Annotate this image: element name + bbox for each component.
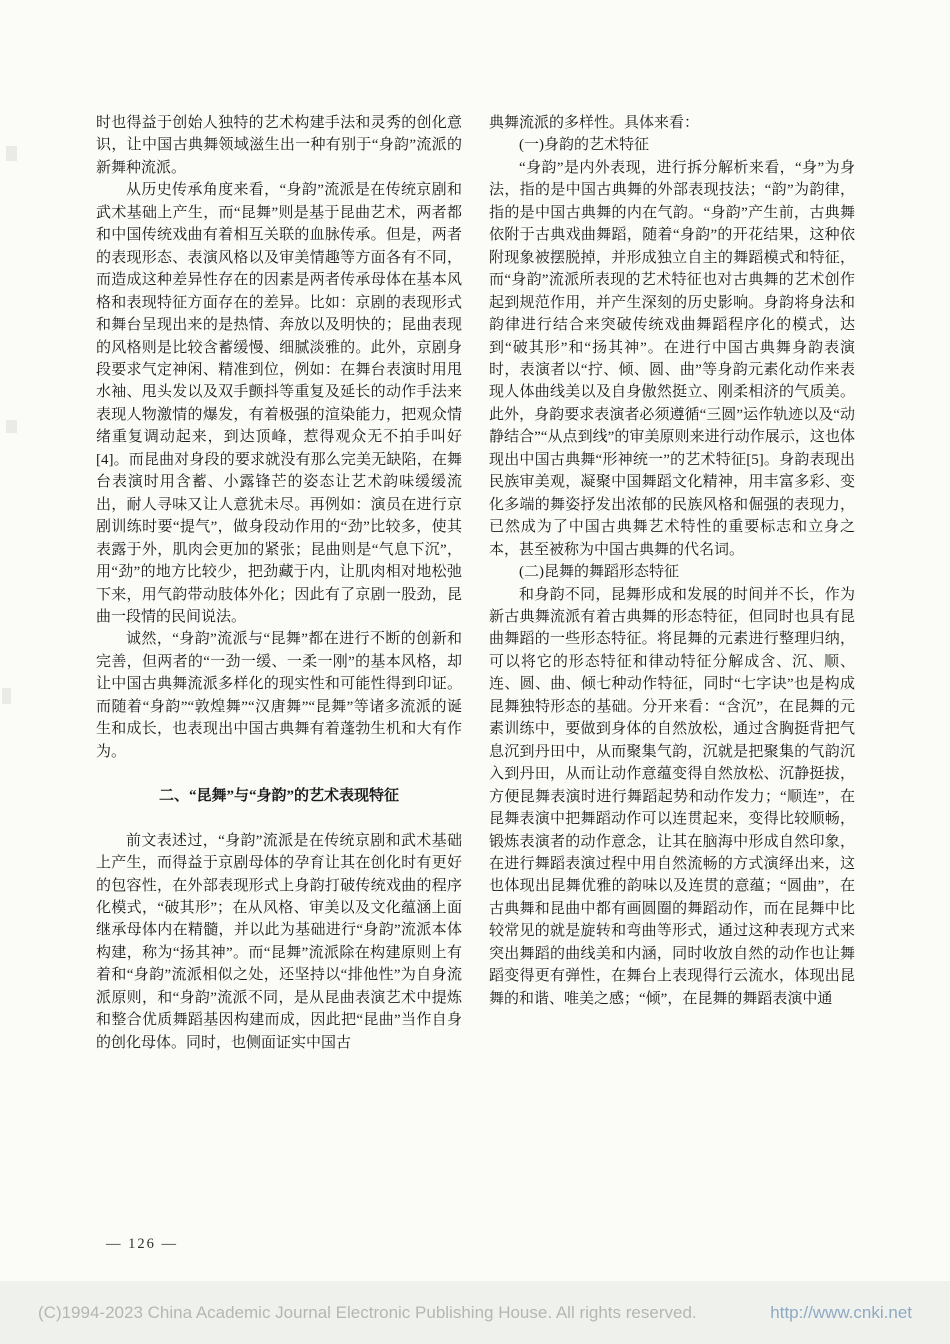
right-column (489, 112, 855, 1054)
paragraph: 前文表述过，“身韵”流派是在传统京剧和武术基础上产生，而得益于京剧母体的孕育让其在创化时有更好的包容性，在外部表现形式上身韵打破传统戏曲的程序化模式，“破其形”；在从风格、审美以及文化蕴涵上面继承母体内在精髓，并以此为基础进行“身韵”流派本体构建，称为“扬其神”。而“昆舞”流派除在构建原则上有着和“身韵”流派相似之处，还坚持以“排他性”为自身流派原则，和“身韵”流派不同，是从昆曲表演艺术中提炼和整合优质舞蹈基因构建而成，因此把“昆曲”当作自身的创化母体。同时，也侧面证实中国古 (96, 832, 462, 1051)
paragraph: 从历史传承角度来看，“身韵”流派是在传统京剧和武术基础上产生，而“昆舞”则是基于昆曲艺术，两者都和中国传统戏曲有着相互关联的血脉传承。但是，两者的表现形态、表演风格以及审美情趣等方面各有不同，而造成这种差异性存在的因素是两者传承母体在基本风格和表现特征方面存在的差异。比如：京剧的表现形式和舞台呈现出来的是热情、奔放以及明快的；昆曲表现的风格则是比较含蓄缓慢、细腻淡雅的。此外，京剧身段要求气定神闲、精准到位，例如：在舞台表演时用甩水袖、甩头发以及双手颤抖等重复及延长的动作手法来表现人物激情的爆发，有着极强的渲染能力，把观众情绪重复调动起来，到达顶峰，惹得观众无不拍手叫好[4]。而昆曲对身段的要求就没有那么完美无缺陷，在舞台表演时用含蓄、小露锋芒的姿态让艺术韵味缓缓流出，耐人寻味又让人意犹未尽。再例如：演员在进行京剧训练时要“提气”，做身段动作用的“劲”比较多，使其表露于外，肌肉会更加的紧张；昆曲则是“气息下沉”，用“劲”的地方比较少，把劲藏于内，让肌肉相对地松弛下来，用气韵带动肢体外化；因此有了京剧一股劲，昆曲一段情的民间说法。 (96, 182, 462, 625)
paragraph: 和身韵不同，昆舞形成和发展的时间并不长，作为新古典舞流派有着古典舞的形态特征，但同时也具有昆曲舞蹈的一些形态特征。将昆舞的元素进行整理归纳，可以将它的形态特征和律动特征分解成含、沉、顺、连、圆、曲、倾七种动作特征，同时“七字诀”也是构成昆舞独特形态的基础。分开来看：“含沉”，在昆舞的元素训练中，要做到身体的自然放松，通过含胸挺背把气息沉到丹田中，从而聚集气韵，沉就是把聚集的气韵沉入到丹田，从而让动作意蕴变得自然放松、沉静挺拔，方便昆舞表演时进行舞蹈起势和动作发力；“顺连”，在昆舞表演中把舞蹈动作可以连贯起来，变得比较顺畅，锻炼表演者的动作意念，让其在脑海中形成自然印象，在进行舞蹈表演过程中用自然流畅的方式演绎出来，这也体现出昆舞优雅的韵味以及连贯的意蕴；“圆曲”，在古典舞和昆曲中都有画圆圈的舞蹈动作，而在昆舞中比较常见的就是旋转和弯曲等形式，通过这种表现方式来突出舞蹈的曲线美和内涵，同时收放自然的动作也让舞蹈变得更有弹性，在舞台上表现得行云流水，体现出昆舞的和谐、唯美之感；“倾”，在昆舞的舞蹈表演中通 (489, 586, 855, 1007)
copyright-text: (C)1994-2023 China Academic Journal Electronic Publishing House. All rights reserved. (38, 1302, 697, 1322)
paragraph: 时也得益于创始人独特的艺术构建手法和灵秀的创化意识，让中国古典舞领域滋生出一种有别于“身韵”流派的新舞种流派。 (96, 115, 462, 176)
scan-artifact (6, 420, 17, 433)
subsection-heading: (二)昆舞的舞蹈形态特征 (519, 564, 679, 581)
paragraph: “身韵”是内外表现，进行拆分解析来看，“身”为身法，指的是中国古典舞的外部表现技法；“韵”为韵律，指的是中国古典舞的内在气韵。“身韵”产生前，古典舞依附于古典戏曲舞蹈，随着“身韵”的开花结果，这种依附现象被摆脱掉，并形成独立自主的舞蹈模式和特征，而“身韵”流派所表现的艺术特征也对古典舞的艺术创作起到规范作用，并产生深刻的历史影响。身韵将身法和韵律进行结合来突破传统戏曲舞蹈程序化的模式，达到“破其形”和“扬其神”。在进行中国古典舞身韵表演时，表演者以“拧、倾、圆、曲”等身韵元素化动作来表现人体曲线美以及自身傲然挺立、刚柔相济的气质美。此外，身韵要求表演者必须遵循“三圆”运作轨迹以及“动静结合”“从点到线”的审美原则来进行动作展示，这也体现出中国古典舞“形神统一”的艺术特征[5]。身韵表现出民族审美观，凝聚中国舞蹈文化精神，用丰富多彩、变化多端的舞姿抒发出浓郁的民族风格和倔强的表现力，已然成为了中国古典舞艺术特性的重要标志和立身之本，甚至被称为中国古典舞的代名词。 (489, 159, 855, 558)
subsection-heading: (一)身韵的艺术特征 (519, 137, 649, 154)
paragraph: 诚然，“身韵”流派与“昆舞”都在进行不断的创新和完善，但两者的“一劲一缓、一柔一刚”的基本风格，却让中国古典舞流派多样化的现实性和可能性得到印证。而随着“身韵”“敦煌舞”“汉唐舞”“昆舞”等诸多流派的诞生和成长，也表现出中国古典舞有着蓬勃生机和大有作为。 (96, 631, 462, 760)
page-body (96, 112, 856, 1054)
page-number: — 126 — (106, 1236, 178, 1252)
section-heading: 二、“昆舞”与“身韵”的艺术表现特征 (158, 788, 399, 805)
footer-bar (0, 1281, 950, 1344)
paragraph: 典舞流派的多样性。具体来看： (489, 115, 700, 131)
left-column (96, 112, 462, 1054)
scan-artifact (6, 146, 17, 161)
scan-artifact (2, 688, 11, 704)
cnki-url[interactable]: http://www.cnki.net (770, 1302, 912, 1322)
